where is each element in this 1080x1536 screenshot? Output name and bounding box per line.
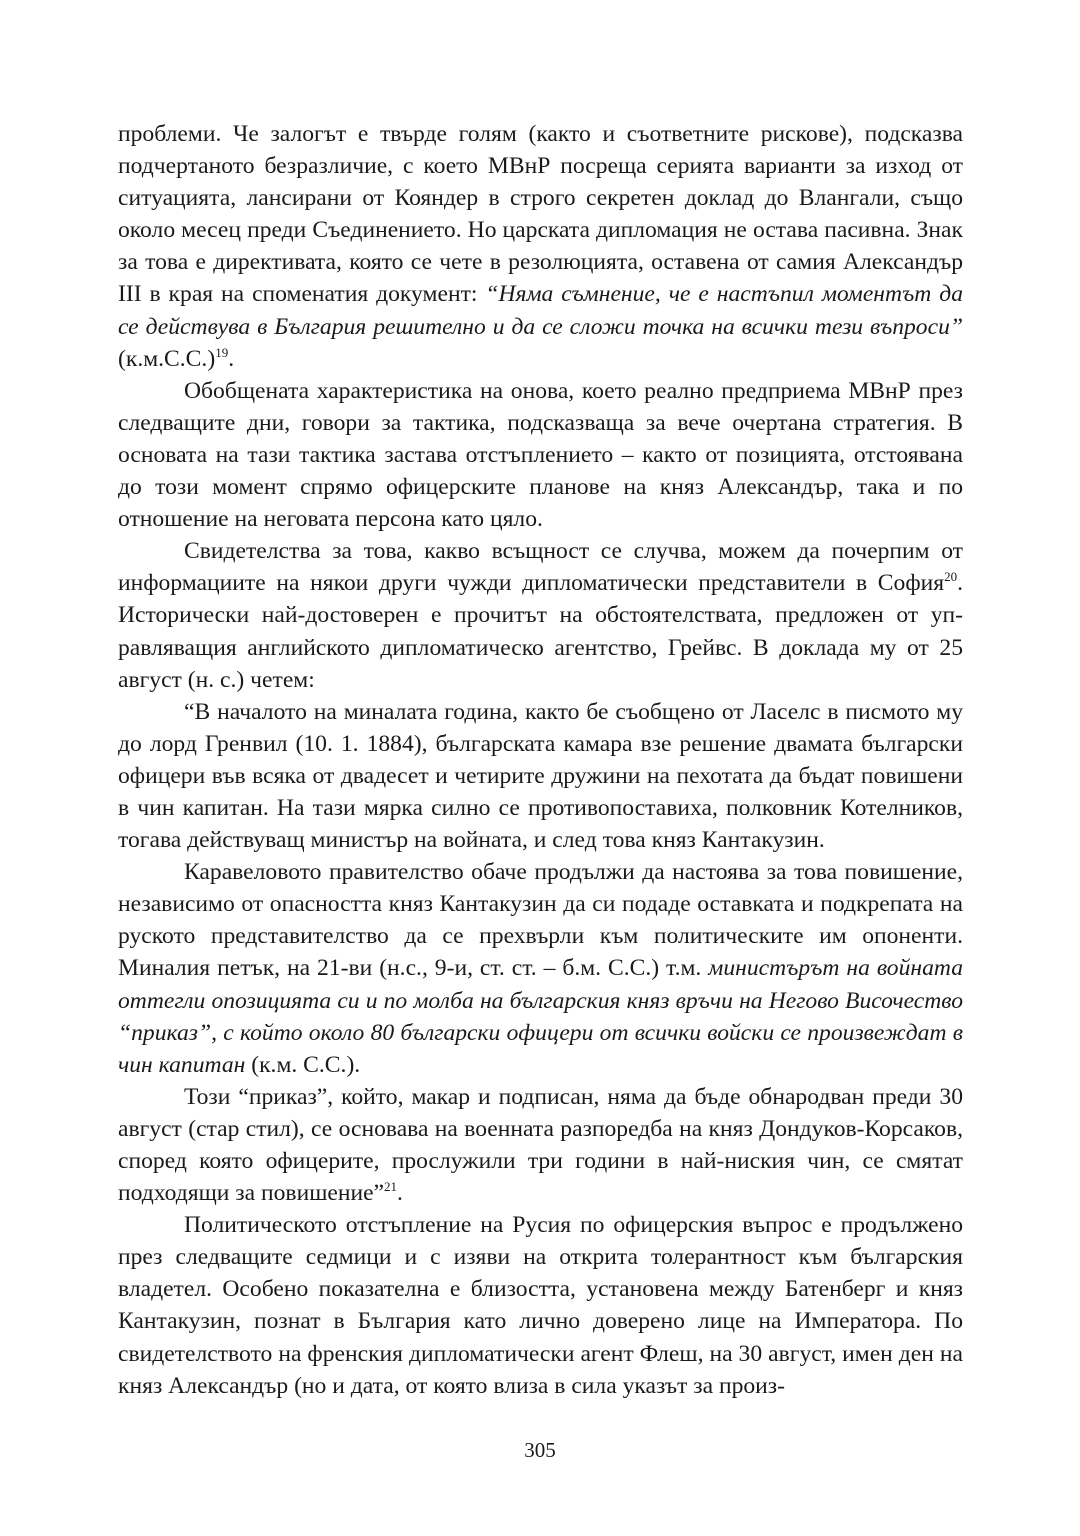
text-run: Свидетелства за това, какво всъщност се случва, можем да почерпим от информациите на някои други чужди дипломатически представители в София <box>118 538 963 597</box>
paragraph <box>118 535 963 695</box>
text-run: (к.м. С.С.). <box>245 1051 361 1078</box>
text-run: проблеми. Че залогът е твърде голям (както и съответните рискове), подсказва подчертаното безразличие, с което МВнР посреща серията варианти за изход от ситуацията, лансирани от Кояндер в строго секретен доклад до Влангали, също около месец преди Съединението. Но царската дипломация не остава пасивна. Знак за това е директивата, която се чете в резолюцията, оставена от самия Александър III в края на споменатия документ: <box>118 121 963 308</box>
footnote-ref: 21 <box>384 1179 398 1195</box>
text-run: Този “приказ”, който, макар и подписан, няма да бъде обнародван преди 30 август (стар стил), се основава на военната разпоредба на княз Дондуков-Корсаков, според която офицерите, прослужили три години в най-ниския чин, се смятат подходящи за повишение” <box>118 1083 963 1207</box>
text-run: . <box>397 1180 403 1207</box>
paragraph <box>118 1081 963 1209</box>
text-run: Каравеловото правителство обаче продължи да настоява за това повишение, независимо от опасността княз Кантакузин да си подаде оставката и подкрепата на руското представителство да се прехвърли към политическите им опоненти. Миналия петък, на 21-ви (н.с., 9-и, ст. ст. – б.м. С.С.) т.м. <box>118 859 963 982</box>
text-run: . Исторически най-достоверен е прочитът на обстоятелствата, предложен от управляващия английското дипломатическо агентство, Грейвс. В доклада му от 25 август (н. с.) четем: <box>118 570 963 693</box>
text-run: (к.м.С.С.) <box>118 345 216 372</box>
paragraph <box>118 856 963 1081</box>
text-run: Политическото отстъпление на Русия по офицерския въпрос е продължено през следващите седмици и с изяви на открита толерантност към българския владетел. Особено показателна е близостта, установена между Батенберг и княз Кантакузин, познат в България като лично доверено лице на Императора. По свидетелството на френския дипломатически агент Флеш, на 30 август, имен ден на княз Александър (но и дата, от която влиза в сила указът за произ- <box>118 1212 963 1399</box>
paragraph <box>118 375 963 535</box>
page-number: 305 <box>524 1438 556 1462</box>
italic-quote: “Няма съмнение, че е настъпил моментът да се действува в България решително и да се сложи точка на всички тези въпроси” <box>118 281 963 340</box>
text-run: . <box>228 345 235 372</box>
text-run: Обобщената характеристика на онова, което реално предприема МВнР през следващите дни, говори за тактика, подсказваща за вече очертана стратегия. В основата на тази тактика застава отстъплението – както от позицията, отстоявана до този момент спрямо офицерските планове на княз Александър, така и по отношение на неговата персона като цяло. <box>118 377 963 533</box>
footnote-ref: 20 <box>944 569 958 585</box>
page-body <box>118 118 963 1402</box>
paragraph <box>118 118 963 375</box>
paragraph <box>118 1209 963 1402</box>
paragraph <box>118 696 963 856</box>
footnote-ref: 19 <box>215 344 229 360</box>
text-run: “В началото на миналата година, както бе съобщено от Ласелс в писмото му до лорд Гренвил (10. 1. 1884), българската камара взе решение двамата български офицери във всяка от двадесет и четирите дружини на пехотата да бъдат повишени в чин капитан. На тази мярка силно се противопоставиха, полковник Котелников, тогава действуващ министър на войната, и след това княз Кантакузин. <box>118 698 963 854</box>
italic-quote: министърът на войната оттегли опозицията си и по молба на българския княз връчи на Негово Височество “приказ”, с който около 80 български офицери от всички войски се произвеждат в чин капитан <box>118 955 963 1078</box>
